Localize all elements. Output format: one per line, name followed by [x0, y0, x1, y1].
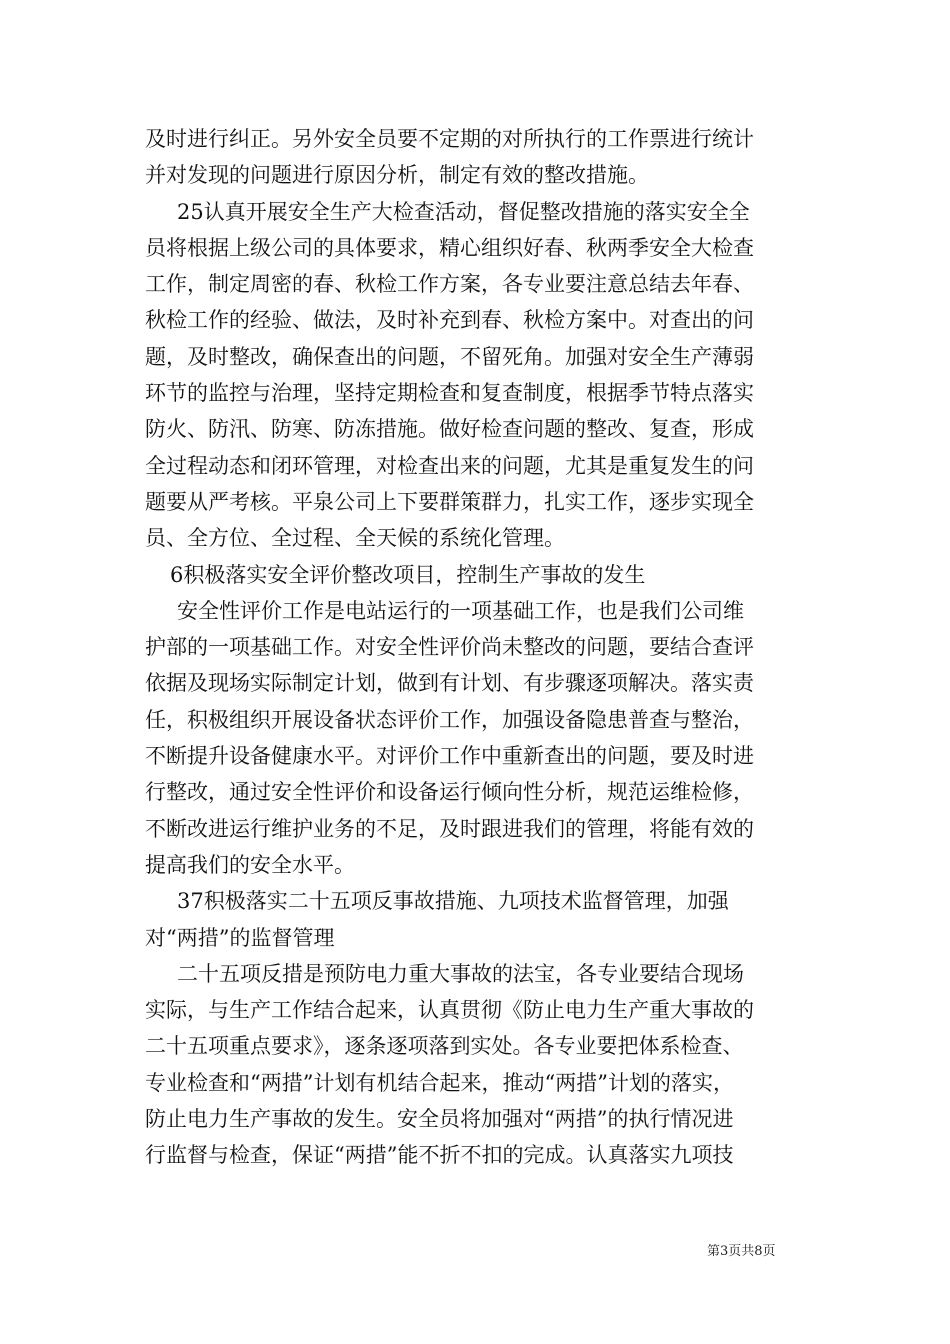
text-line: 题要从严考核。平泉公司上下要群策群力，扎实工作，逐步实现全: [145, 489, 754, 514]
text-line: 任，积极组织开展设备状态评价工作，加强设备隐患普查与整治，: [145, 707, 754, 732]
text-line: 并对发现的问题进行原因分析，制定有效的整改措施。: [145, 163, 649, 188]
text-line: 安全性评价工作是电站运行的一项基础工作，也是我们公司维: [177, 598, 744, 623]
text-line: 员、全方位、全过程、全天候的系统化管理。: [145, 526, 565, 551]
text-line: 环节的监控与治理，坚持定期检查和复查制度，根据季节特点落实: [145, 381, 754, 406]
page-number: 第3页共8页: [707, 1244, 776, 1259]
text-line: 不断提升设备健康水平。对评价工作中重新查出的问题，要及时进: [145, 744, 754, 769]
section-heading: 6积极落实安全评价整改项目，控制生产事故的发生: [170, 562, 646, 587]
text-line: 员将根据上级公司的具体要求，精心组织好春、秋两季安全大检查: [145, 235, 754, 260]
text-line: 题，及时整改，确保查出的问题，不留死角。加强对安全生产薄弱: [145, 344, 754, 369]
section-heading: 37积极落实二十五项反事故措施、九项技术监督管理，加强: [177, 889, 729, 914]
text-line: 防止电力生产事故的发生。安全员将加强对“两措”的执行情况进: [145, 1107, 734, 1132]
text-line: 行监督与检查，保证“两措”能不折不扣的完成。认真落实九项技: [145, 1143, 734, 1168]
text-line: 25认真开展安全生产大检查活动，督促整改措施的落实安全全: [177, 199, 750, 224]
text-line: 行整改，通过安全性评价和设备运行倾向性分析，规范运维检修，: [145, 780, 754, 805]
text-line: 专业检查和“两措”计划有机结合起来，推动“两措”计划的落实，: [145, 1070, 734, 1095]
text-line: 二十五项重点要求》，逐条逐项落到实处。各专业要把体系检查、: [145, 1034, 744, 1059]
text-line: 及时进行纠正。另外安全员要不定期的对所执行的工作票进行统计: [145, 127, 754, 151]
text-line: 不断改进运行维护业务的不足，及时跟进我们的管理，将能有效的: [145, 816, 754, 841]
text-line: 工作，制定周密的春、秋检工作方案，各专业要注意总结去年春、: [145, 272, 754, 297]
text-line: 全过程动态和闭环管理，对检查出来的问题，尤其是重复发生的问: [145, 453, 754, 478]
text-line: 护部的一项基础工作。对安全性评价尚未整改的问题，要结合查评: [145, 635, 754, 660]
text-line: 实际，与生产工作结合起来，认真贯彻《防止电力生产重大事故的: [145, 998, 754, 1023]
document-body: [145, 121, 805, 1174]
text-line: 对“两措”的监督管理: [145, 925, 335, 950]
text-line: 秋检工作的经验、做法，及时补充到春、秋检方案中。对查出的问: [145, 308, 754, 333]
text-line: 二十五项反措是预防电力重大事故的法宝，各专业要结合现场: [177, 961, 744, 986]
text-line: 提高我们的安全水平。: [145, 852, 355, 877]
text-line: 防火、防汛、防寒、防冻措施。做好检查问题的整改、复查，形成: [145, 417, 754, 442]
text-line: 依据及现场实际制定计划，做到有计划、有步骤逐项解决。落实责: [145, 671, 754, 696]
